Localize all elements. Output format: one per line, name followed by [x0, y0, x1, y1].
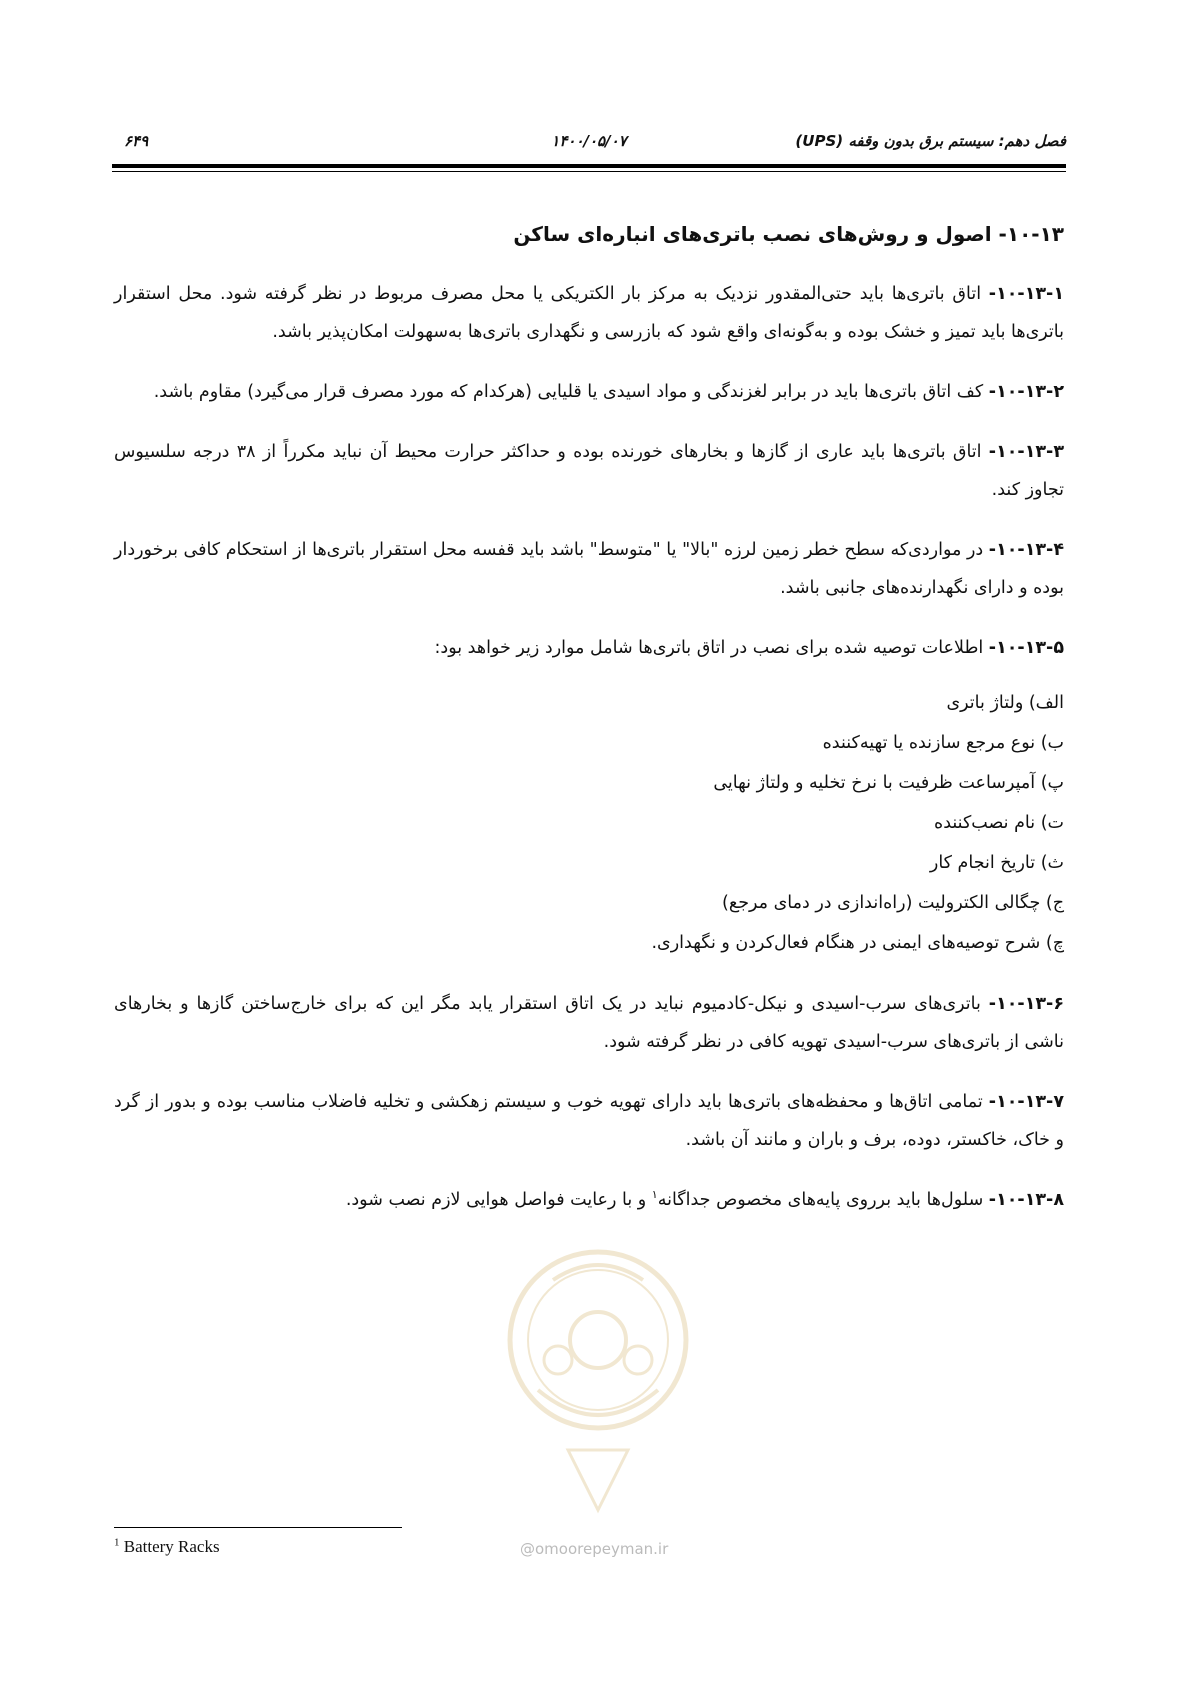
paragraph [114, 1083, 1064, 1159]
clause-number: ۱۰-۱۳-۴- [988, 540, 1064, 560]
paragraph-text: اتاق باتری‌ها باید حتی‌المقدور نزدیک به مرکز بار الکتریکی یا محل مصرف مربوط در نظر گرفته شود. محل استقرار باتری‌ها باید تمیز و خشک بوده و به‌گونه‌ای واقع شود که بازرسی و نگهداری باتری‌ها به‌سهولت امکان‌پذیر باشد. [114, 284, 1064, 342]
clause-number: ۱۰-۱۳-۱- [988, 284, 1064, 304]
clause-number: ۱۰-۱۳-۸- [988, 1190, 1064, 1210]
page-number: ۶۴۹ [124, 132, 149, 150]
page-header [112, 132, 1066, 156]
footnote [114, 1537, 220, 1557]
paragraph-text: اتاق باتری‌ها باید عاری از گازها و بخارهای خورنده بوده و حداکثر حرارت محیط آن نباید مکرراً از ۳۸ درجه سلسیوس تجاوز کند. [114, 442, 1064, 500]
paragraph [114, 433, 1064, 509]
clause-number: ۱۰-۱۳-۵- [988, 638, 1064, 658]
paragraph [114, 985, 1064, 1061]
section-heading: ۱۰-۱۳- اصول و روش‌های نصب باتری‌های انباره‌ای ساکن [513, 222, 1064, 246]
clause-number: ۱۰-۱۳-۳- [988, 442, 1064, 462]
document-body [114, 215, 1064, 1241]
list-item: ث) تاریخ انجام کار [929, 853, 1064, 873]
watermark-logo-icon [498, 1240, 698, 1520]
header-rule-thin [112, 171, 1066, 172]
paragraph [114, 531, 1064, 607]
watermark-text: @omoorepeyman.ir [520, 1540, 669, 1558]
list-item: پ) آمپرساعت ظرفیت با نرخ تخلیه و ولتاژ نهایی [713, 773, 1064, 793]
list-item: ت) نام نصب‌کننده [934, 813, 1064, 833]
paragraph [114, 629, 1064, 667]
list-item: الف) ولتاژ باتری [946, 693, 1064, 713]
header-date: ۱۴۰۰/۰۵/۰۷ [551, 132, 627, 150]
paragraph-text: اطلاعات توصیه شده برای نصب در اتاق باتری‌ها شامل موارد زیر خواهد بود: [434, 638, 989, 658]
paragraph-text: در مواردی‌که سطح خطر زمین لرزه "بالا" یا "متوسط" باشد باید قفسه محل استقرار باتری‌ها از استحکام کافی برخوردار بوده و دارای نگهدارنده‌های جانبی باشد. [114, 540, 1064, 598]
clause-number: ۱۰-۱۳-۲- [988, 382, 1064, 402]
paragraph-text: و با رعایت فواصل هوایی لازم نصب شود. [345, 1190, 652, 1210]
footnote-marker: 1 [114, 1536, 120, 1549]
paragraph [114, 275, 1064, 351]
clause-number: ۱۰-۱۳-۷- [988, 1092, 1064, 1112]
footnote-rule [114, 1527, 402, 1528]
footnote-text: Battery Racks [119, 1537, 220, 1556]
list-item: ب) نوع مرجع سازنده یا تهیه‌کننده [822, 733, 1064, 753]
paragraph-text: کف اتاق باتری‌ها باید در برابر لغزندگی و مواد اسیدی یا قلیایی (هرکدام که مورد مصرف قرار می‌گیرد) مقاوم باشد. [153, 382, 989, 402]
clause-number: ۱۰-۱۳-۶- [988, 994, 1064, 1014]
paragraph [114, 1181, 1064, 1219]
chapter-title: فصل دهم: سیستم برق بدون وقفه (UPS) [795, 132, 1066, 150]
header-rule-thick [112, 164, 1066, 168]
paragraph-text: سلول‌ها باید برروی پایه‌های مخصوص جداگانه [657, 1190, 989, 1210]
info-list [114, 683, 1064, 963]
list-item: ج) چگالی الکترولیت (راه‌اندازی در دمای مرجع) [722, 893, 1064, 913]
list-item: چ) شرح توصیه‌های ایمنی در هنگام فعال‌کردن و نگهداری. [651, 933, 1064, 953]
paragraph-text: باتری‌های سرب-اسیدی و نیکل-کادمیوم نباید در یک اتاق استقرار یابد مگر این که برای خارج‌ساختن گازها و بخارهای ناشی از باتری‌های سرب-اسیدی تهویه کافی در نظر گرفته شود. [114, 994, 1064, 1052]
paragraph [114, 373, 1064, 411]
paragraph-text: تمامی اتاق‌ها و محفظه‌های باتری‌ها باید دارای تهویه خوب و سیستم زهکشی و تخلیه فاضلاب مناسب بوده و بدور از گرد و خاک، خاکستر، دوده، برف و باران و مانند آن باشد. [114, 1092, 1064, 1150]
footnote-ref[interactable]: ۱ [651, 1188, 658, 1202]
